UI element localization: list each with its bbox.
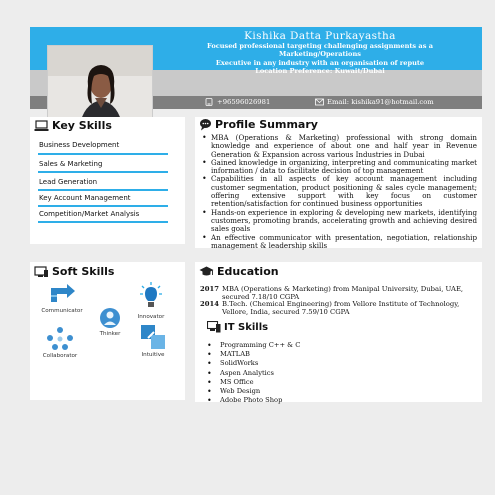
soft-skills-title: Soft Skills (52, 265, 115, 278)
profile-bullet: • Gained knowledge in organizing, interpreting and communicating market information / data to facilitate decision of top management (199, 159, 477, 176)
education-year: 2014 (200, 300, 219, 308)
it-skill-item: • Programming C++ & C (205, 341, 300, 350)
it-skills-title: IT Skills (224, 321, 269, 333)
education-text: B.Tech. (Chemical Engineering) from Vellore Institute of Technology, Vellore, India, secured 7.59/10 CGPA (222, 300, 460, 316)
it-skill-item: • MATLAB (205, 350, 300, 359)
education-heading (199, 265, 279, 278)
it-skill-item: • Adobe Photo Shop (205, 396, 300, 405)
profile-summary-list (199, 134, 477, 250)
soft-skill-communicator (38, 284, 86, 314)
soft-skill-label: Communicator (41, 308, 83, 314)
key-skill-item: Competition/Market Analysis (39, 210, 140, 218)
candidate-tagline (165, 42, 475, 76)
email-contact (315, 98, 434, 106)
key-skills-title: Key Skills (52, 119, 112, 132)
soft-skills-heading (34, 265, 114, 278)
key-skill-item: Lead Generation (39, 178, 98, 186)
soft-skill-label: Intuitive (141, 352, 165, 358)
phone-number: +96596026981 (217, 98, 271, 106)
education-text: MBA (Operations & Marketing) from Manipal University, Dubai, UAE, secured 7.18/10 CGPA (222, 285, 464, 301)
soft-skill-innovator (129, 282, 173, 320)
graduation-cap-icon (199, 266, 214, 277)
phone-icon (205, 98, 214, 106)
soft-skill-collaborator (36, 325, 84, 359)
skill-underline (38, 221, 168, 223)
education-entry (200, 301, 478, 317)
soft-skill-intuitive (134, 324, 172, 358)
tagline-line-2: Executive in any industry with an organisation of repute (215, 58, 425, 67)
profile-bullet: • Capabilities in all aspects of key account management including customer segmentation, product positioning & sales cycle management; offering extensive support with key focus on customer retention/satisfaction for continued business opportunities (199, 175, 477, 208)
profile-bullet: • MBA (Operations & Marketing) professional with strong domain knowledge and experience of about one and half year in Revenue Generation & Expansion across various Industries in Dubai (199, 134, 477, 159)
profile-summary-title: Profile Summary (215, 118, 318, 131)
communicator-icon (47, 284, 77, 306)
resume-header (30, 27, 482, 109)
it-skill-item: • Aspen Analytics (205, 369, 300, 378)
key-skill-item: Business Development (39, 141, 120, 149)
computer-icon (207, 321, 221, 333)
phone-contact (205, 98, 270, 106)
key-skills-heading (34, 119, 112, 132)
it-skill-item: • Web Design (205, 387, 300, 396)
profile-bullet: • An effective communicator with presentation, negotiation, relationship management & leadership skills (199, 234, 477, 251)
monitor-icon (34, 266, 49, 278)
thinker-icon (99, 307, 121, 329)
key-skills-panel (30, 117, 185, 244)
intuitive-icon (140, 324, 166, 350)
it-skills-heading (207, 321, 268, 333)
laptop-icon (34, 120, 49, 132)
soft-skills-panel (30, 262, 185, 400)
tagline-line-3: Location Preference: Kuwait/Dubai (255, 67, 385, 76)
key-skill-item: Sales & Marketing (39, 160, 103, 168)
email-icon (315, 98, 324, 106)
key-skill-item: Key Account Management (39, 194, 131, 202)
profile-bullet: • Hands-on experience in exploring & developing new markets, identifying customers, promoting brands, accelerating growth and achieving desired sales goals (199, 209, 477, 234)
collaborator-icon (45, 325, 75, 351)
education-panel (195, 262, 482, 405)
candidate-name: Kishika Datta Purkayastha (244, 30, 396, 42)
skill-underline (38, 205, 168, 207)
profile-summary-heading (199, 118, 318, 131)
skill-underline (38, 171, 168, 173)
education-year: 2017 (200, 285, 219, 293)
email-address: Email: kishika91@hotmail.com (327, 98, 434, 106)
skill-underline (38, 189, 168, 191)
soft-skill-label: Innovator (137, 314, 165, 320)
lightbulb-icon (140, 282, 162, 312)
it-skill-item: • MS Office (205, 378, 300, 387)
it-skill-item: • SolidWorks (205, 359, 300, 368)
skill-underline (38, 153, 168, 155)
soft-skill-label: Thinker (99, 331, 121, 337)
education-title: Education (217, 265, 279, 278)
soft-skill-label: Collaborator (42, 353, 78, 359)
it-skills-list (205, 341, 300, 405)
profile-summary-panel (195, 117, 482, 248)
soft-skill-thinker (92, 307, 128, 337)
chat-bubble-icon (199, 118, 212, 131)
tagline-line-1: Focused professional targeting challenging assignments as a Marketing/Operations (207, 42, 433, 59)
